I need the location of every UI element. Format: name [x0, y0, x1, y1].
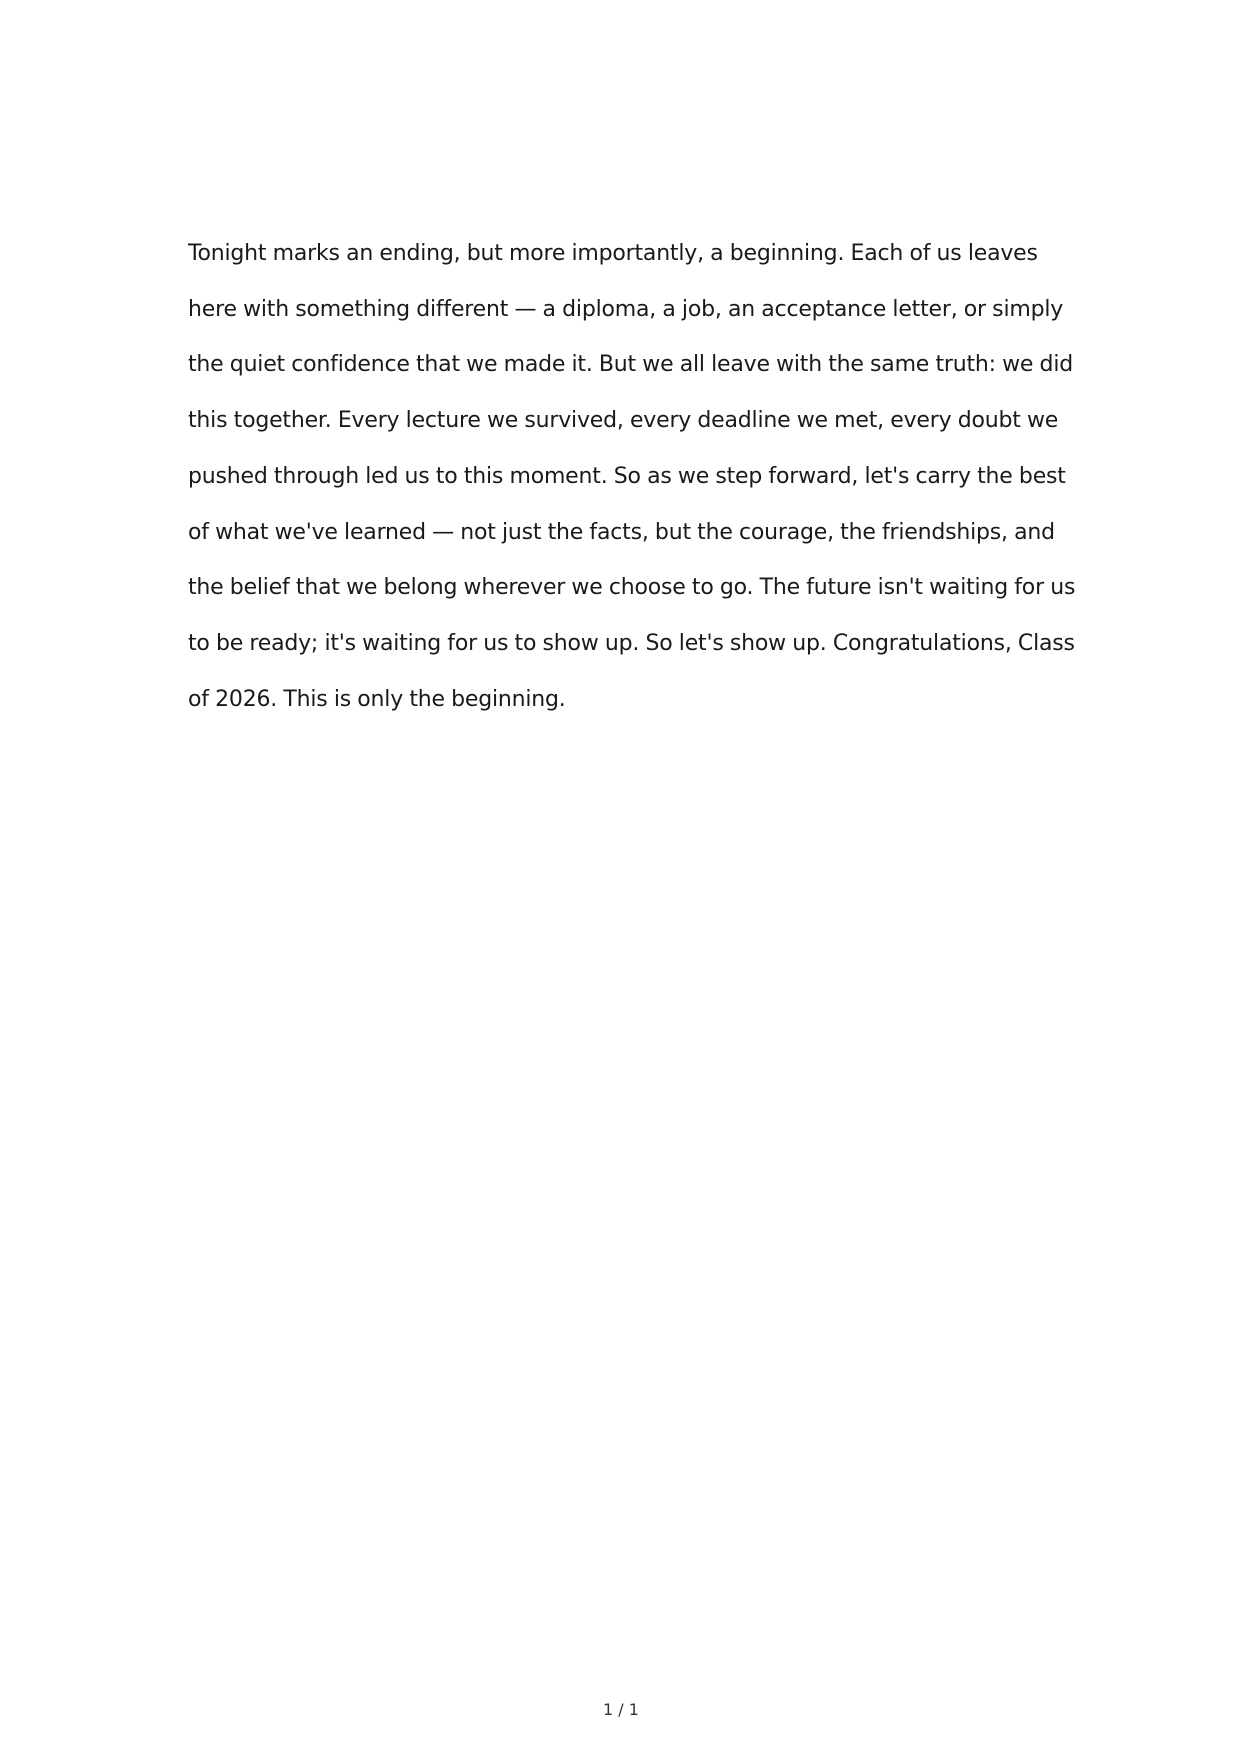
speech-paragraph [188, 226, 1076, 727]
paragraph-line: to be ready; it's waiting for us to show up. So let's show up. Congratulations, Class [188, 630, 1075, 656]
paragraph-line: this together. Every lecture we survived, every deadline we met, every doubt we [188, 408, 1059, 434]
paragraph-line: Tonight marks an ending, but more importantly, a beginning. Each of us leaves [188, 241, 1038, 266]
paragraph-line: of what we've learned — not just the facts, but the courage, the friendships, and [188, 519, 1055, 545]
paragraph-line: the belief that we belong wherever we choose to go. The future isn't waiting for us [188, 575, 1076, 601]
paragraph-line: of 2026. This is only the beginning. [188, 686, 566, 712]
paragraph-line: the quiet confidence that we made it. But we all leave with the same truth: we did [188, 352, 1073, 378]
page-number: 1 / 1 [603, 1700, 639, 1719]
paragraph-line: pushed through led us to this moment. So as we step forward, let's carry the best [188, 463, 1066, 489]
paragraph-line: here with something different — a diploma, a job, an acceptance letter, or simply [188, 296, 1064, 322]
